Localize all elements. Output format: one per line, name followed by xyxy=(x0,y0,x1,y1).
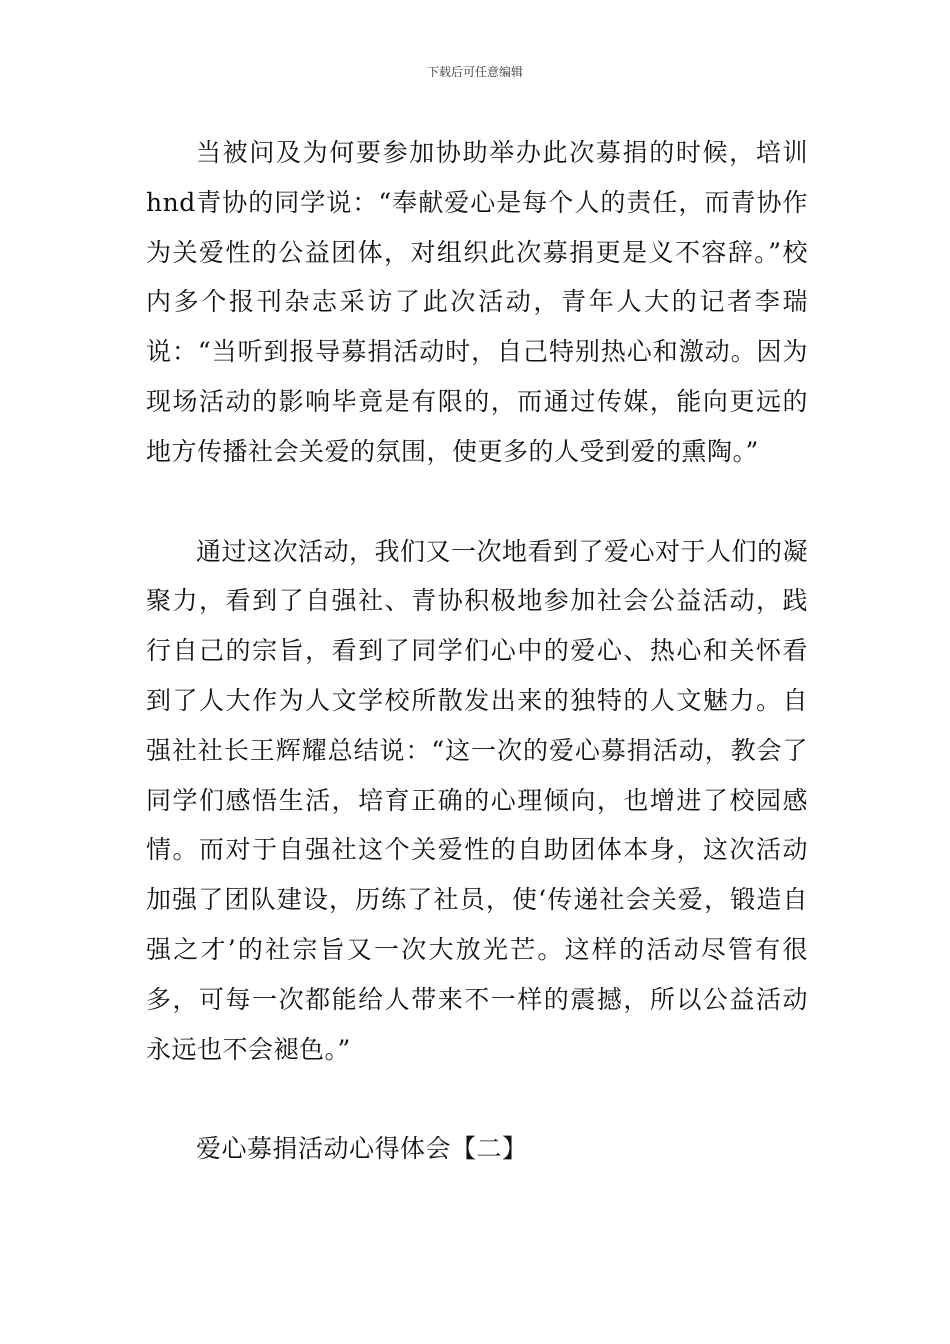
document-body xyxy=(146,128,808,1174)
paragraph-spacer xyxy=(146,477,808,527)
paragraph-spacer xyxy=(146,1074,808,1124)
section-heading: 爱心募捐活动心得体会【二】 xyxy=(196,1134,528,1164)
paragraph-summary: 通过这次活动，我们又一次地看到了爱心对于人们的凝聚力，看到了自强社、青协积极地参加社会公益活动，践行自己的宗旨，看到了同学们心中的爱心、热心和关怀看到了人大作为人文学校所散发出来的独特的人文魅力。自强社社长王辉耀总结说：“这一次的爱心募捐活动，教会了同学们感悟生活，培育正确的心理倾向，也增进了校园感情。而对于自强社这个关爱性的自助团体本身，这次活动加强了团队建设，历练了社员，使‘传递社会关爱，锻造自强之才’的社宗旨又一次大放光芒。这样的活动尽管有很多，可每一次都能给人带来不一样的震撼，所以公益活动永远也不会褪色。” xyxy=(146,536,809,1064)
paragraph-interview: 当被问及为何要参加协助举办此次募捐的时候，培训hnd青协的同学说：“奉献爱心是每个人的责任，而青协作为关爱性的公益团体，对组织此次募捐更是义不容辞。”校内多个报刊杂志采访了此次活动，青年人大的记者李瑞说：“当听到报导募捐活动时，自己特别热心和激动。因为现场活动的影响毕竟是有限的，而通过传媒，能向更远的地方传播社会关爱的氛围，使更多的人受到爱的熏陶。” xyxy=(146,138,808,466)
page-header-note: 下载后可任意编辑 xyxy=(426,65,523,79)
